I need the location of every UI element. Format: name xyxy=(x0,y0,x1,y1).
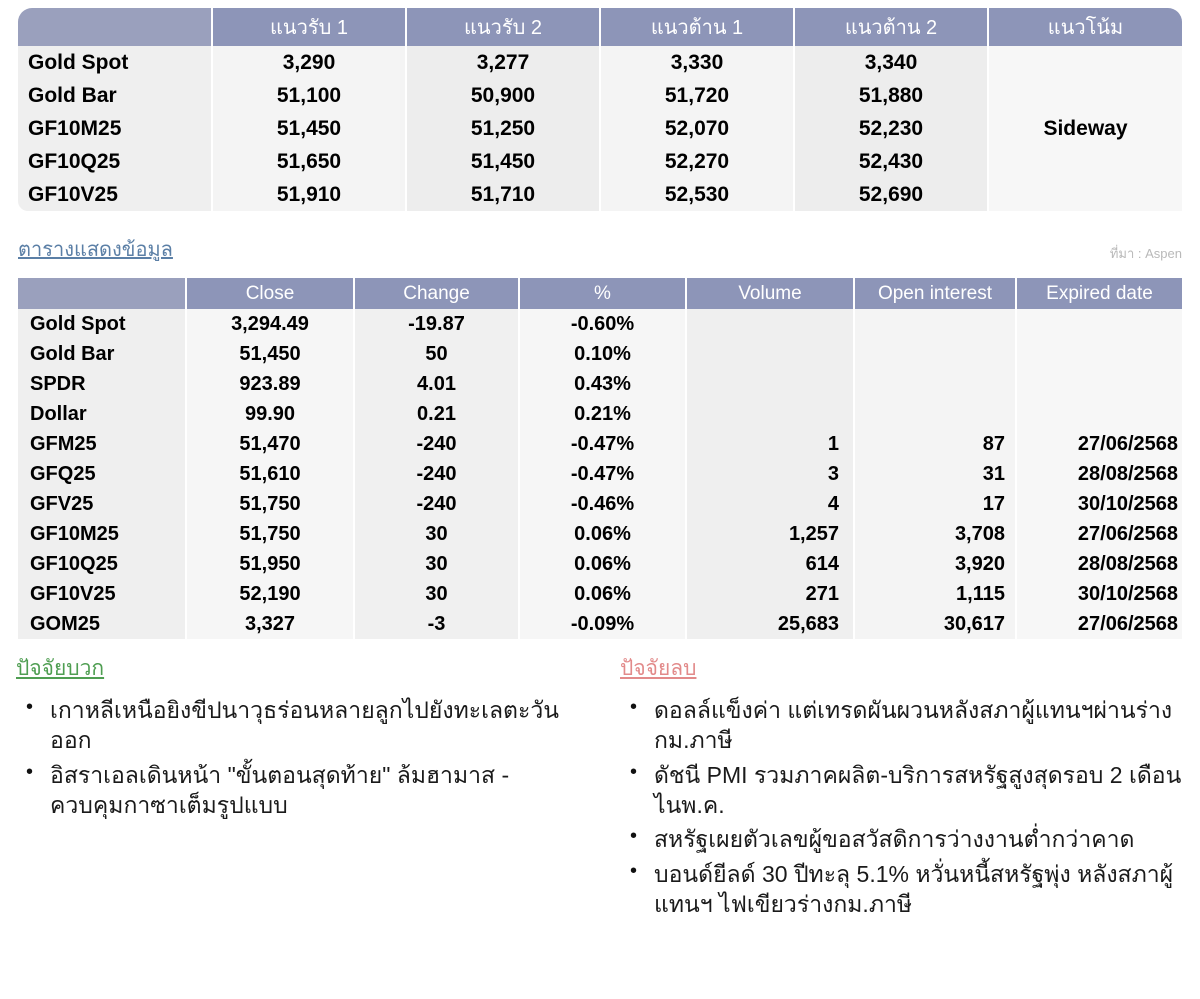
market-data-row xyxy=(18,369,1182,399)
data-cell-percent: 0.43% xyxy=(519,369,686,399)
positive-factors-list xyxy=(16,695,570,820)
levels-cell-support1: 3,290 xyxy=(212,46,406,79)
data-row-name: GOM25 xyxy=(18,609,186,639)
negative-factors-list xyxy=(620,695,1184,920)
data-cell-close: 3,327 xyxy=(186,609,354,639)
data-cell-percent: -0.47% xyxy=(519,459,686,489)
data-col-header-expired-date: Expired date xyxy=(1016,278,1182,309)
source-note: ที่มา : Aspen xyxy=(1109,246,1182,261)
data-cell-open-interest: 30,617 xyxy=(854,609,1016,639)
data-cell-percent: -0.47% xyxy=(519,429,686,459)
data-row-name: GFM25 xyxy=(18,429,186,459)
data-cell-open-interest xyxy=(854,399,1016,429)
levels-row-name: Gold Bar xyxy=(18,79,212,112)
data-cell-volume: 25,683 xyxy=(686,609,854,639)
data-cell-change: -240 xyxy=(354,429,519,459)
data-row-name: Dollar xyxy=(18,399,186,429)
data-cell-open-interest: 3,920 xyxy=(854,549,1016,579)
data-cell-change: -3 xyxy=(354,609,519,639)
data-cell-close: 52,190 xyxy=(186,579,354,609)
factor-list-item: • อิสราเอลเดินหน้า "ขั้นตอนสุดท้าย" ล้มฮามาส - ควบคุมกาซาเต็มรูปแบบ xyxy=(50,760,570,821)
levels-col-header-blank xyxy=(18,8,212,46)
data-cell-close: 51,610 xyxy=(186,459,354,489)
levels-cell-support1: 51,650 xyxy=(212,145,406,178)
levels-cell-resistance1: 51,720 xyxy=(600,79,794,112)
levels-col-header-support1: แนวรับ 1 xyxy=(212,8,406,46)
data-cell-volume xyxy=(686,309,854,339)
market-data-row xyxy=(18,609,1182,639)
data-cell-expired-date: 28/08/2568 xyxy=(1016,549,1182,579)
data-cell-open-interest: 87 xyxy=(854,429,1016,459)
data-cell-volume xyxy=(686,399,854,429)
data-cell-expired-date xyxy=(1016,369,1182,399)
levels-cell-resistance2: 3,340 xyxy=(794,46,988,79)
data-cell-close: 3,294.49 xyxy=(186,309,354,339)
levels-row-name: GF10M25 xyxy=(18,112,212,145)
data-cell-close: 99.90 xyxy=(186,399,354,429)
levels-cell-support2: 50,900 xyxy=(406,79,600,112)
data-cell-percent: 0.06% xyxy=(519,549,686,579)
data-row-name: Gold Bar xyxy=(18,339,186,369)
data-cell-expired-date: 27/06/2568 xyxy=(1016,429,1182,459)
levels-col-header-trend: แนวโน้ม xyxy=(988,8,1182,46)
data-cell-expired-date xyxy=(1016,309,1182,339)
data-col-header-change: Change xyxy=(354,278,519,309)
data-col-header-close: Close xyxy=(186,278,354,309)
negative-factors-title: ปัจจัยลบ xyxy=(620,657,697,680)
levels-cell-resistance1: 52,070 xyxy=(600,112,794,145)
market-data-table xyxy=(18,278,1182,639)
levels-col-header-resistance1: แนวต้าน 1 xyxy=(600,8,794,46)
data-cell-expired-date: 30/10/2568 xyxy=(1016,489,1182,519)
data-cell-expired-date: 27/06/2568 xyxy=(1016,609,1182,639)
data-cell-change: 0.21 xyxy=(354,399,519,429)
data-cell-expired-date: 30/10/2568 xyxy=(1016,579,1182,609)
data-cell-open-interest: 31 xyxy=(854,459,1016,489)
data-row-name: GF10Q25 xyxy=(18,549,186,579)
data-cell-volume: 1 xyxy=(686,429,854,459)
data-cell-volume xyxy=(686,369,854,399)
factor-list-item: • ดัชนี PMI รวมภาคผลิต-บริการสหรัฐสูงสุดรอบ 2 เดือนไนพ.ค. xyxy=(654,760,1184,821)
factor-list-item: • ดอลล์แข็งค่า แต่เทรดผันผวนหลังสภาผู้แทนฯผ่านร่างกม.ภาษี xyxy=(654,695,1184,756)
levels-col-header-support2: แนวรับ 2 xyxy=(406,8,600,46)
market-data-row xyxy=(18,339,1182,369)
market-data-row xyxy=(18,489,1182,519)
levels-row-name: GF10V25 xyxy=(18,178,212,211)
levels-cell-support2: 51,250 xyxy=(406,112,600,145)
data-cell-volume xyxy=(686,339,854,369)
levels-cell-support1: 51,450 xyxy=(212,112,406,145)
levels-table-body xyxy=(18,46,1182,211)
data-cell-change: -240 xyxy=(354,489,519,519)
data-cell-change: -19.87 xyxy=(354,309,519,339)
data-cell-open-interest: 3,708 xyxy=(854,519,1016,549)
levels-table xyxy=(18,8,1182,211)
data-cell-close: 51,750 xyxy=(186,519,354,549)
factors-section xyxy=(0,652,1200,924)
data-row-name: GF10M25 xyxy=(18,519,186,549)
levels-cell-support2: 3,277 xyxy=(406,46,600,79)
data-cell-expired-date xyxy=(1016,399,1182,429)
data-cell-close: 51,750 xyxy=(186,489,354,519)
data-cell-change: 30 xyxy=(354,549,519,579)
market-data-row xyxy=(18,579,1182,609)
market-data-header-row xyxy=(18,278,1182,309)
data-col-header-volume: Volume xyxy=(686,278,854,309)
levels-col-header-resistance2: แนวต้าน 2 xyxy=(794,8,988,46)
levels-cell-support1: 51,100 xyxy=(212,79,406,112)
positive-factors-title: ปัจจัยบวก xyxy=(16,657,105,680)
factor-list-item: • บอนด์ยีลด์ 30 ปีทะลุ 5.1% หวั่นหนี้สหรัฐพุ่ง หลังสภาผู้แทนฯ ไฟเขียวร่างกม.ภาษี xyxy=(654,859,1184,920)
market-data-row xyxy=(18,519,1182,549)
levels-table-row xyxy=(18,46,1182,79)
data-cell-open-interest xyxy=(854,369,1016,399)
data-cell-open-interest: 1,115 xyxy=(854,579,1016,609)
data-cell-volume: 1,257 xyxy=(686,519,854,549)
data-col-header-open-interest: Open interest xyxy=(854,278,1016,309)
market-data-row xyxy=(18,549,1182,579)
levels-row-name: Gold Spot xyxy=(18,46,212,79)
data-cell-open-interest xyxy=(854,309,1016,339)
levels-cell-resistance2: 52,690 xyxy=(794,178,988,211)
data-row-name: SPDR xyxy=(18,369,186,399)
data-col-header-percent: % xyxy=(519,278,686,309)
levels-row-name: GF10Q25 xyxy=(18,145,212,178)
levels-table-container xyxy=(18,8,1182,211)
data-cell-percent: 0.06% xyxy=(519,579,686,609)
data-cell-change: 4.01 xyxy=(354,369,519,399)
market-data-row xyxy=(18,309,1182,339)
data-cell-volume: 271 xyxy=(686,579,854,609)
levels-cell-resistance1: 52,530 xyxy=(600,178,794,211)
positive-factors-column xyxy=(0,652,600,924)
data-cell-close: 923.89 xyxy=(186,369,354,399)
levels-cell-resistance2: 52,430 xyxy=(794,145,988,178)
data-cell-percent: 0.06% xyxy=(519,519,686,549)
factor-list-item: • สหรัฐเผยตัวเลขผู้ขอสวัสดิการว่างงานต่ำกว่าคาด xyxy=(654,824,1184,854)
market-data-row xyxy=(18,429,1182,459)
data-cell-change: 30 xyxy=(354,519,519,549)
data-cell-change: 30 xyxy=(354,579,519,609)
levels-header-row xyxy=(18,8,1182,46)
data-row-name: Gold Spot xyxy=(18,309,186,339)
data-row-name: GFQ25 xyxy=(18,459,186,489)
data-cell-expired-date xyxy=(1016,339,1182,369)
levels-cell-resistance1: 3,330 xyxy=(600,46,794,79)
data-cell-open-interest xyxy=(854,339,1016,369)
levels-cell-support1: 51,910 xyxy=(212,178,406,211)
factor-list-item: • เกาหลีเหนือยิงขีปนาวุธร่อนหลายลูกไปยังทะเลตะวันออก xyxy=(50,695,570,756)
data-cell-percent: -0.09% xyxy=(519,609,686,639)
data-cell-change: -240 xyxy=(354,459,519,489)
data-cell-change: 50 xyxy=(354,339,519,369)
data-col-header-blank xyxy=(18,278,186,309)
levels-cell-support2: 51,450 xyxy=(406,145,600,178)
data-cell-expired-date: 28/08/2568 xyxy=(1016,459,1182,489)
levels-trend-value: Sideway xyxy=(988,46,1182,211)
data-section-title: ตารางแสดงข้อมูล xyxy=(18,239,173,261)
data-row-name: GFV25 xyxy=(18,489,186,519)
market-data-row xyxy=(18,459,1182,489)
data-cell-percent: -0.46% xyxy=(519,489,686,519)
market-data-row xyxy=(18,399,1182,429)
levels-cell-resistance1: 52,270 xyxy=(600,145,794,178)
data-row-name: GF10V25 xyxy=(18,579,186,609)
data-cell-open-interest: 17 xyxy=(854,489,1016,519)
market-data-table-body xyxy=(18,309,1182,639)
data-cell-volume: 614 xyxy=(686,549,854,579)
negative-factors-column xyxy=(600,652,1200,924)
data-cell-close: 51,470 xyxy=(186,429,354,459)
data-cell-volume: 4 xyxy=(686,489,854,519)
levels-cell-support2: 51,710 xyxy=(406,178,600,211)
levels-cell-resistance2: 52,230 xyxy=(794,112,988,145)
market-data-table-container xyxy=(18,278,1182,639)
data-cell-expired-date: 27/06/2568 xyxy=(1016,519,1182,549)
data-cell-percent: 0.10% xyxy=(519,339,686,369)
data-cell-close: 51,450 xyxy=(186,339,354,369)
data-cell-percent: -0.60% xyxy=(519,309,686,339)
levels-cell-resistance2: 51,880 xyxy=(794,79,988,112)
data-cell-close: 51,950 xyxy=(186,549,354,579)
data-cell-volume: 3 xyxy=(686,459,854,489)
data-cell-percent: 0.21% xyxy=(519,399,686,429)
